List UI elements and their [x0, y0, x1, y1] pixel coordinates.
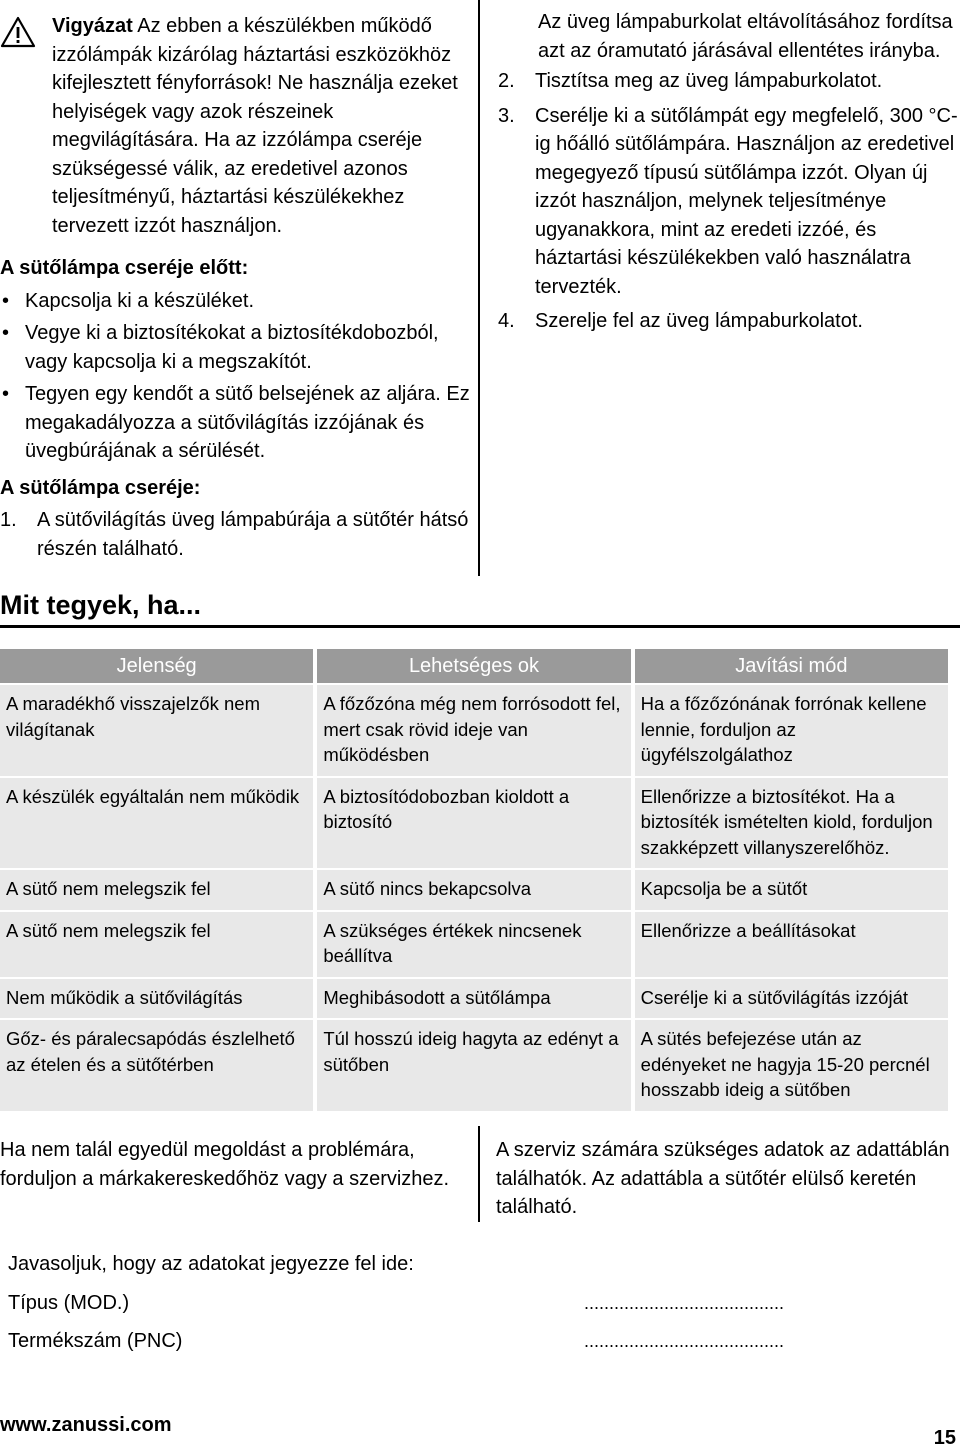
table-cell: A sütő nincs bekapcsolva — [317, 870, 630, 912]
table-cell: A maradékhő visszajelzők nem világítanak — [0, 685, 313, 778]
replace-steps-continued — [498, 67, 960, 336]
list-item — [498, 102, 960, 302]
step-text: A sütővilágítás üveg lámpabúrája a sütőtér hátsó részén található. — [37, 509, 469, 560]
list-item — [498, 307, 960, 336]
pnc-field: ........................................ — [584, 1331, 785, 1351]
right-column — [498, 8, 960, 336]
table-cell: Cserélje ki a sütővilágítás izzóját — [635, 979, 948, 1021]
column-divider — [478, 0, 480, 576]
table-row — [0, 1020, 948, 1113]
table-row — [0, 870, 948, 912]
troubleshooting-table — [0, 649, 952, 1113]
table-cell: Ha a főzőzónának forrónak kellene lennie, forduljon az ügyfélszolgálathoz — [635, 685, 948, 778]
before-heading: A sütőlámpa cseréje előtt: — [0, 257, 249, 279]
table-cell: Kapcsolja be a sütőt — [635, 870, 948, 912]
pnc-label: Termékszám (PNC) — [8, 1330, 183, 1352]
list-item: • Kapcsolja ki a készüléket. — [0, 287, 470, 316]
section-rule — [0, 625, 960, 628]
warning-block — [0, 12, 470, 240]
table-cell: A sütő nem melegszik fel — [0, 912, 313, 979]
help-text: Ha nem talál egyedül megoldást a problémára, forduljon a márkakereskedőhöz vagy a szervizhez. — [0, 1139, 450, 1190]
left-column — [0, 12, 470, 563]
record-intro: Javasoljuk, hogy az adatokat jegyezze fel ide: — [8, 1253, 414, 1275]
replace-heading: A sütőlámpa cseréje: — [0, 476, 201, 499]
table-cell: A biztosítódobozban kioldott a biztosító — [317, 778, 630, 871]
step-number: 4. — [498, 310, 515, 332]
step-text: Cserélje ki a sütőlámpát egy megfelelő, 300 °C-ig hőálló sütőlámpára. Használjon az eredetivel megegyező típusú sütőlámpa izzót. Olyan új izzót használjon, melynek teljesítménye ugyanakkora, mint az eredeti izzóé, és háztartási készülékekben való használatra tervezték. — [535, 104, 958, 298]
step-number: 1. — [0, 509, 17, 531]
table-cell: A sütés befejezése után az edényeket ne hagyja 15-20 percnél hosszabb ideig a sütőben — [635, 1020, 948, 1113]
table-row — [0, 778, 948, 871]
table-cell: A sütő nem melegszik fel — [0, 870, 313, 912]
warning-title: Vigyázat — [52, 15, 133, 37]
service-info-text: A szerviz számára szükséges adatok az adattáblán találhatók. Az adattábla a sütőtér elülső keretén található. — [496, 1139, 950, 1218]
table-header: Jelenség — [0, 649, 313, 685]
step-text: Szerelje fel az üveg lámpaburkolatot. — [535, 310, 863, 332]
replace-steps — [0, 506, 470, 563]
table-row — [0, 912, 948, 979]
model-label: Típus (MOD.) — [8, 1292, 130, 1314]
table-cell: Nem működik a sütővilágítás — [0, 979, 313, 1021]
table-cell: A szükséges értékek nincsenek beállítva — [317, 912, 630, 979]
list-item: • Tegyen egy kendőt a sütő belsejének az aljára. Ez megakadályozza a sütővilágítás izzójának és üvegbúrájának a sérülését. — [0, 380, 470, 466]
section-title: Mit tegyek, ha... — [0, 590, 202, 620]
column-divider — [478, 1126, 480, 1222]
table-cell: Gőz- és páralecsapódás észlelhető az ételen és a sütőtérben — [0, 1020, 313, 1113]
table-cell: Ellenőrizze a beállításokat — [635, 912, 948, 979]
before-list — [0, 287, 470, 466]
table-header-row — [0, 649, 948, 685]
step-continuation: Az üveg lámpaburkolat eltávolításához fordítsa azt az óramutató járásával ellentétes irányba. — [538, 11, 953, 62]
warning-text: Az ebben a készülékben működő izzólámpák kizárólag háztartási eszközökhöz kifejlesztett fényforrások! Ne használja ezeket helyiségek vagy azok részeinek megvilágítására. Ha az izzólámpa cseréje szükségessé válik, az eredetivel azonos teljesítményű, háztartási készülékekhez tervezett izzót használjon. — [52, 15, 458, 237]
list-item — [498, 67, 960, 96]
table-header: Javítási mód — [635, 649, 948, 685]
table-cell: Túl hosszú ideig hagyta az edényt a sütőben — [317, 1020, 630, 1113]
warning-triangle-icon — [0, 16, 36, 48]
table-header: Lehetséges ok — [317, 649, 630, 685]
table-cell: A főzőzóna még nem forrósodott fel, mert csak rövid ideje van működésben — [317, 685, 630, 778]
table-row — [0, 685, 948, 778]
table-cell: A készülék egyáltalán nem működik — [0, 778, 313, 871]
page-number: 15 — [933, 1427, 956, 1449]
list-item: • Vegye ki a biztosítékokat a biztosítékdobozból, vagy kapcsolja ki a megszakítót. — [0, 319, 470, 376]
footer-url[interactable]: www.zanussi.com — [0, 1414, 172, 1436]
step-number: 3. — [498, 104, 515, 127]
table-row — [0, 979, 948, 1021]
table-cell: Meghibásodott a sütőlámpa — [317, 979, 630, 1021]
model-field: ........................................ — [584, 1293, 785, 1313]
list-item — [0, 506, 470, 563]
step-number: 2. — [498, 70, 515, 92]
table-cell: Ellenőrizze a biztosítékot. Ha a biztosíték ismételten kiold, forduljon szakképzett villanyszerelőhöz. — [635, 778, 948, 871]
step-text: Tisztítsa meg az üveg lámpaburkolatot. — [535, 70, 883, 92]
